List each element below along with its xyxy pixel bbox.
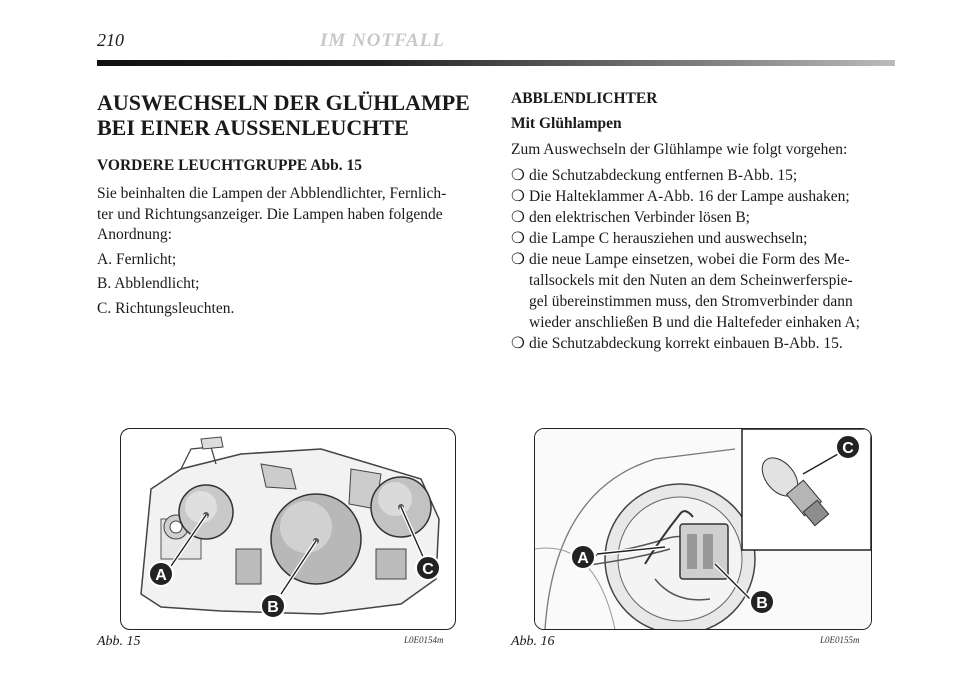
paragraph-line: Anordnung:	[97, 226, 172, 243]
main-title-line2: BEI EINER AUSSENLEUCHTE	[97, 115, 409, 140]
step-item: ❍ die neue Lampe einsetzen, wobei die Form des Me- tallsockels mit den Nuten an dem Scheinwerferspie- gel übereinstimmen muss, den Stromverbinder dann wieder anschließen B und die Haltefeder einhaken A;	[511, 250, 860, 331]
section-title: IM NOTFALL	[320, 30, 445, 51]
callout-a	[571, 545, 595, 569]
bulb-removal-illustration	[535, 429, 871, 629]
bullet-icon: ❍	[511, 187, 525, 205]
steps-list	[511, 165, 897, 354]
subtitle: VORDERE LEUCHTGRUPPE Abb. 15	[97, 157, 362, 174]
paragraph-line: Sie beinhalten die Lampen der Abblendlichter, Fernlich-	[97, 185, 447, 202]
callout-b	[750, 590, 774, 614]
bullet-icon: ❍	[511, 208, 525, 226]
callout-b	[261, 594, 285, 618]
intro-paragraph	[97, 184, 487, 246]
figure-16	[534, 428, 872, 630]
callout-a	[149, 562, 173, 586]
figure-15-caption: Abb. 15	[97, 634, 141, 649]
svg-text:A: A	[577, 550, 589, 567]
lamp-item: B. Abblendlicht;	[97, 275, 200, 292]
headlight-assembly-illustration	[121, 429, 455, 629]
bullet-icon: ❍	[511, 250, 525, 268]
figure-15	[120, 428, 456, 630]
left-column	[97, 90, 487, 319]
figure-16-caption: Abb. 16	[511, 634, 555, 649]
main-title-line1: AUSWECHSELN DER GLÜHLAMPE	[97, 90, 470, 115]
right-column	[511, 90, 897, 354]
figure-16-code: L0E0155m	[820, 635, 860, 645]
bullet-icon: ❍	[511, 166, 525, 184]
page-number: 210	[97, 30, 124, 50]
svg-text:C: C	[422, 561, 434, 578]
svg-text:B: B	[267, 599, 279, 616]
lamp-list	[97, 250, 487, 320]
svg-text:C: C	[842, 440, 854, 457]
figure-15-code: L0E0154m	[404, 635, 444, 645]
steps-intro: Zum Auswechseln der Glühlampe wie folgt vorgehen:	[511, 141, 848, 158]
callout-c	[836, 435, 860, 459]
svg-text:B: B	[756, 595, 768, 612]
callout-c	[416, 556, 440, 580]
lamp-item: C. Richtungsleuchten.	[97, 299, 235, 317]
section-heading: ABBLENDLICHTER	[511, 90, 658, 107]
step-item: ❍ die Lampe C herausziehen und auswechseln;	[511, 229, 808, 247]
step-item: ❍ die Schutzabdeckung entfernen B-Abb. 15;	[511, 166, 798, 184]
main-title	[97, 90, 487, 140]
step-item: ❍ die Schutzabdeckung korrekt einbauen B-Abb. 15.	[511, 334, 843, 352]
svg-text:A: A	[155, 567, 167, 584]
header-rule	[97, 60, 895, 66]
step-item: ❍ den elektrischen Verbinder lösen B;	[511, 208, 750, 226]
step-item: ❍ Die Halteklammer A-Abb. 16 der Lampe aushaken;	[511, 187, 850, 205]
section-subheading: Mit Glühlampen	[511, 115, 622, 132]
lamp-item: A. Fernlicht;	[97, 250, 177, 268]
paragraph-line: ter und Richtungsanzeiger. Die Lampen haben folgende	[97, 205, 443, 223]
bullet-icon: ❍	[511, 334, 525, 352]
bullet-icon: ❍	[511, 229, 525, 247]
